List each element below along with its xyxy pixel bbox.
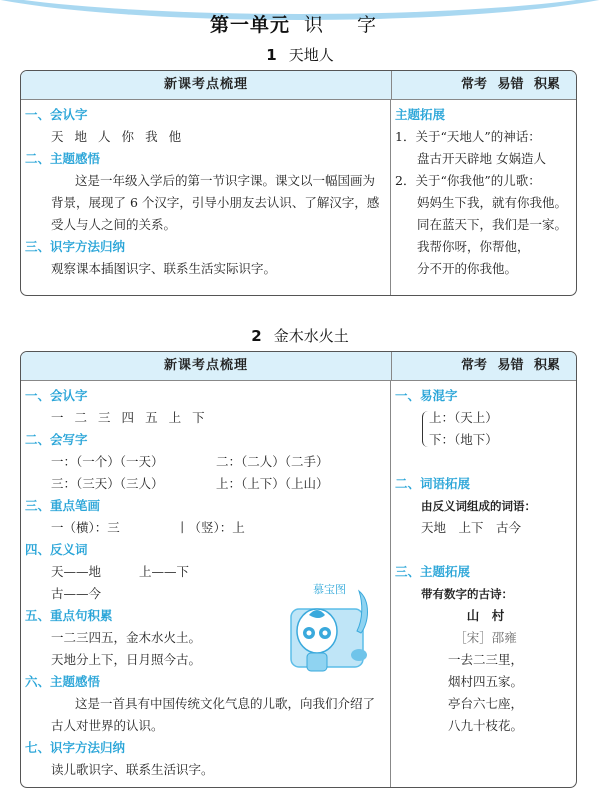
char: 二 <box>74 410 88 425</box>
extension-line: 分不开的你我他。 <box>417 261 518 276</box>
section-heading: 三、主题拓展 <box>395 564 471 579</box>
card-header <box>21 71 576 100</box>
char: 人 <box>98 129 111 144</box>
word-list: 天地 上下 古今 <box>421 520 522 535</box>
recognize-chars <box>25 407 390 429</box>
char: 天 <box>51 129 64 144</box>
confusable-item: 上：（天上） <box>429 410 498 425</box>
section-heading: 二、会写字 <box>25 432 88 447</box>
stroke-item: 丨（竖）：上 <box>176 520 245 535</box>
antonym-item: 古——今 <box>51 586 102 601</box>
char: 一 <box>51 410 64 425</box>
poem-title: 山 村 <box>466 608 505 623</box>
lesson-1-left-column <box>21 100 391 296</box>
unit-title-main: 第一单元 <box>209 14 290 36</box>
paragraph-line: 这是一年级入学后的第一节识字课。课文以一幅国画为 <box>75 173 376 188</box>
section-heading: 四、反义词 <box>25 542 88 557</box>
card-header <box>21 352 576 381</box>
subheading: 由反义词组成的词语： <box>421 499 536 513</box>
char: 四 <box>121 410 135 425</box>
poem-line: 亭台六七座， <box>447 696 523 711</box>
subheading: 带有数字的古诗： <box>421 587 513 601</box>
write-item: 三：（三天）（三人） <box>51 476 164 491</box>
stroke-row <box>25 517 390 539</box>
section-heading: 一、易混字 <box>395 388 458 403</box>
char: 上 <box>168 410 182 425</box>
section-heading: 二、主题感悟 <box>25 151 101 166</box>
paragraph-line: 这是一首具有中国传统文化气息的儿歌，向我们介绍了 <box>75 696 376 711</box>
char: 你 <box>121 129 135 144</box>
lesson-2-right-column <box>391 381 576 788</box>
brace-icon <box>422 411 429 447</box>
confusable-chars <box>395 407 576 451</box>
poem-line: 一去二三里， <box>447 652 523 667</box>
lesson-name: 天地人 <box>288 46 334 64</box>
paragraph-line: 古人对世界的认识。 <box>51 718 164 733</box>
section-heading: 主题拓展 <box>395 107 446 122</box>
header-left: 新课考点梳理 <box>21 352 392 380</box>
lesson-1-card <box>20 70 577 296</box>
char: 他 <box>168 129 182 144</box>
char: 五 <box>145 410 158 425</box>
method-text: 观察课本插图识字、联系生活实际识字。 <box>51 261 277 276</box>
header-right: 常考 易错 积累 <box>460 358 560 373</box>
key-sentence: 天地分上下，日月照今古。 <box>51 652 202 667</box>
lesson-1-right-column <box>391 100 576 296</box>
header-left: 新课考点梳理 <box>21 71 392 99</box>
write-item: 二：（二人）（二手） <box>216 454 329 469</box>
extension-line: 我帮你呀，你帮他， <box>417 239 530 254</box>
recognize-chars <box>25 126 390 148</box>
lesson-2-title <box>0 325 600 346</box>
section-heading: 五、重点句积累 <box>25 608 113 623</box>
paragraph-line: 受人与人之间的关系。 <box>51 217 177 232</box>
extension-line: 盘古开天辟地 女娲造人 <box>417 151 546 166</box>
char: 地 <box>74 129 88 144</box>
extension-line: 妈妈生下我，就有你我他。 <box>417 195 568 210</box>
lesson-name: 金木水火土 <box>273 327 349 345</box>
lesson-2-left-column <box>21 381 391 788</box>
unit-title-sub: 识 字 <box>303 14 391 36</box>
lesson-number: 1 <box>266 46 277 64</box>
mascot-illustration-icon <box>273 571 383 681</box>
write-chars-row <box>25 473 390 495</box>
poem-line: 八九十枝花。 <box>447 718 523 733</box>
section-heading: 三、识字方法归纳 <box>25 239 126 254</box>
lesson-2-card <box>20 351 577 788</box>
section-heading: 一、会认字 <box>25 388 88 403</box>
write-item: 上：（上下）（上山） <box>216 476 329 491</box>
stroke-item: 一（横）：三 <box>51 520 120 535</box>
extension-line: 2．关于“你我他”的儿歌： <box>395 173 541 188</box>
poem-line: 烟村四五家。 <box>447 674 523 689</box>
extension-line: 同在蓝天下，我们是一家。 <box>417 217 568 232</box>
extension-line: 1．关于“天地人”的神话： <box>395 129 541 144</box>
antonym-item: 天——地 <box>51 564 102 579</box>
header-right: 常考 易错 积累 <box>460 77 560 92</box>
antonym-item: 上——下 <box>139 564 190 579</box>
confusable-item: 下：（地下） <box>429 432 498 447</box>
section-heading: 六、主题感悟 <box>25 674 101 689</box>
section-heading: 三、重点笔画 <box>25 498 101 513</box>
poem-author: ［宋］邵雍 <box>454 630 517 645</box>
write-chars-row <box>25 451 390 473</box>
char: 我 <box>145 129 158 144</box>
key-sentence: 一二三四五，金木水火土。 <box>51 630 202 645</box>
lesson-number: 2 <box>251 327 262 345</box>
section-heading: 一、会认字 <box>25 107 88 122</box>
char: 三 <box>98 410 111 425</box>
write-item: 一：（一个）（一天） <box>51 454 164 469</box>
char: 下 <box>192 410 205 425</box>
svg-text:慕宝图: 慕宝图 <box>313 583 346 596</box>
method-text: 读儿歌识字、联系生活识字。 <box>51 762 214 777</box>
paragraph-line: 背景，展现了 6 个汉字，引导小朋友去认识、了解汉字，感 <box>51 195 380 210</box>
section-heading: 二、词语拓展 <box>395 476 471 491</box>
lesson-1-title <box>0 44 600 65</box>
unit-title <box>0 10 600 37</box>
section-heading: 七、识字方法归纳 <box>25 740 126 755</box>
